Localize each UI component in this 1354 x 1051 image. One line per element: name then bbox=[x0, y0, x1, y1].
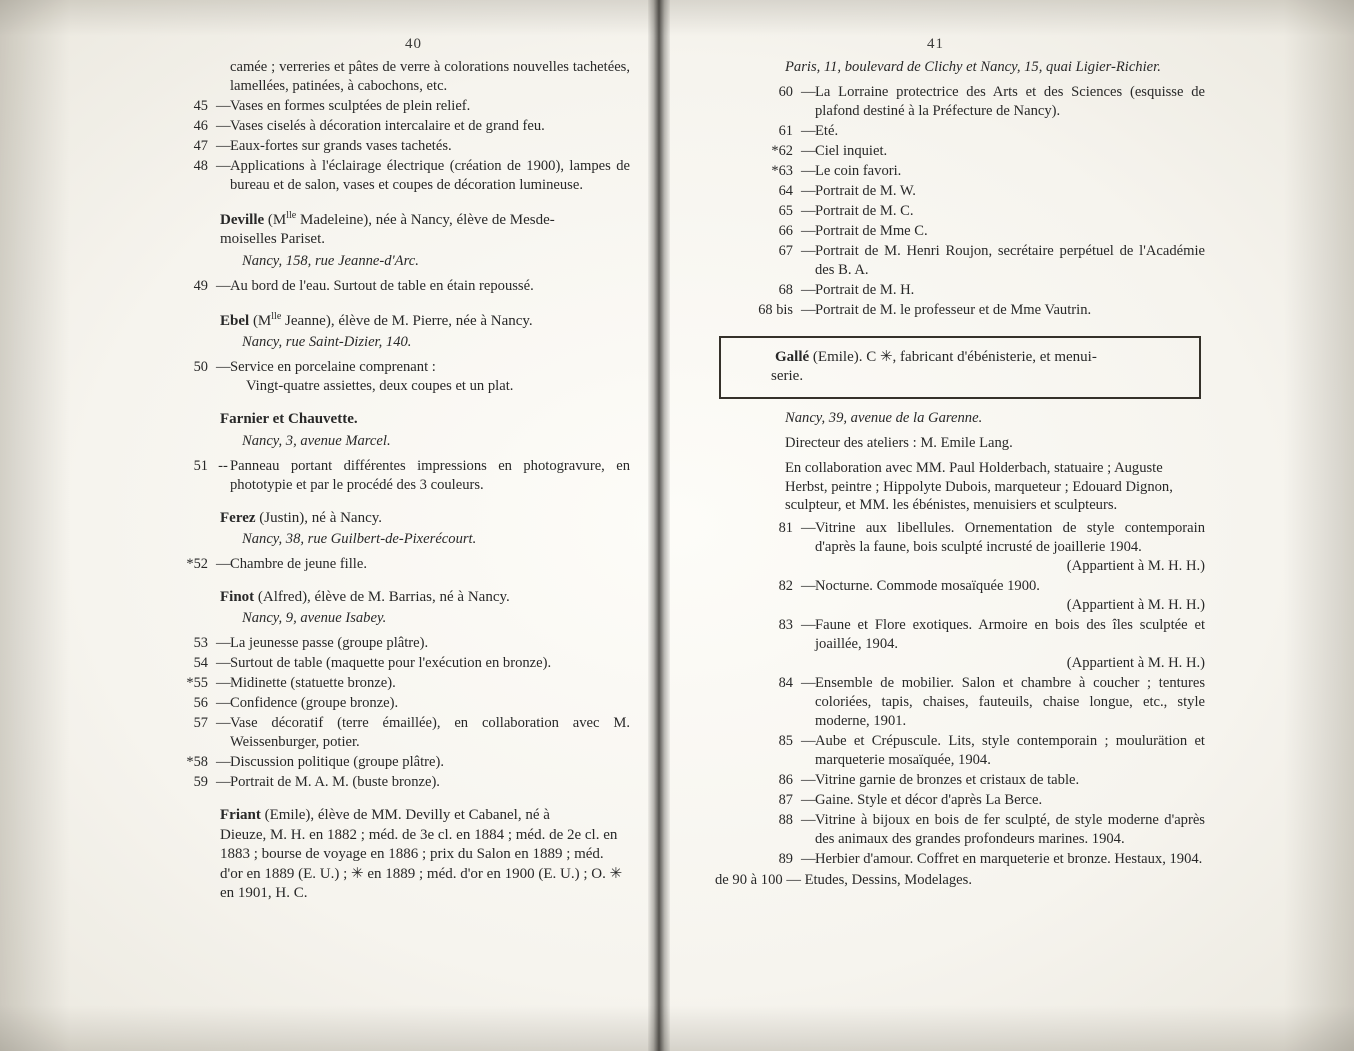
entry-dash: — bbox=[216, 675, 231, 692]
exhibitor-name: Gallé bbox=[775, 348, 810, 365]
entry-dash: — bbox=[801, 182, 816, 199]
catalog-entry bbox=[715, 182, 1205, 201]
exhibitor-address: Nancy, 38, rue Guilbert-de-Pixerécourt. bbox=[242, 531, 477, 548]
entry-text: Surtout de table (maquette pour l'exécution en bronze). bbox=[230, 655, 552, 672]
entry-number: 86 bbox=[778, 772, 793, 789]
entry-dash: — bbox=[801, 792, 816, 808]
book-gutter bbox=[648, 0, 670, 1051]
entry-number: 81 bbox=[778, 520, 793, 537]
catalog-entry bbox=[715, 519, 1205, 576]
catalog-entry bbox=[150, 694, 630, 713]
catalog-entry bbox=[715, 301, 1205, 320]
entry-dash: — bbox=[216, 359, 231, 376]
exhibitor-detail: (M bbox=[264, 211, 287, 228]
entry-text-main: Nocturne. Commode mosaïquée 1900. bbox=[815, 578, 1040, 595]
entry-number: 49 bbox=[193, 277, 208, 294]
catalog-entry bbox=[715, 771, 1205, 790]
exhibitor-address: Nancy, 39, avenue de la Garenne. bbox=[785, 409, 983, 426]
entry-number: 50 bbox=[193, 359, 208, 376]
entry-text: Portrait de M. C. bbox=[815, 202, 914, 219]
catalog-entry bbox=[715, 616, 1205, 673]
exhibitor-name: Farnier et Chauvette. bbox=[220, 411, 358, 428]
catalog-entry bbox=[150, 634, 630, 653]
entry-number: 68 bis bbox=[758, 301, 793, 318]
catalog-entry bbox=[715, 222, 1205, 241]
entry-dash: — bbox=[216, 117, 231, 134]
entry-number: *62 bbox=[771, 142, 793, 159]
catalog-entry bbox=[150, 457, 630, 495]
entry-owner-note: (Appartient à M. H. H.) bbox=[1066, 558, 1205, 575]
entry-number: 61 bbox=[778, 122, 793, 139]
boxed-exhibitor-heading bbox=[719, 336, 1201, 399]
entry-dash: — bbox=[216, 695, 231, 712]
catalog-entry bbox=[715, 83, 1205, 121]
page-number-right: 41 bbox=[927, 36, 944, 52]
entry-number: 59 bbox=[193, 774, 208, 791]
entry-dash: — bbox=[216, 137, 231, 154]
entry-number: *52 bbox=[186, 556, 208, 572]
exhibitor-heading bbox=[150, 509, 630, 529]
entry-dash: — bbox=[216, 754, 231, 771]
catalog-entry bbox=[150, 714, 630, 752]
entry-text: Panneau portant différentes impressions en photogravure, en phototypie et par le procédé des 3 couleurs. bbox=[230, 457, 630, 493]
entry-text-continued: Vingt-quatre assiettes, deux coupes et un plat. bbox=[246, 378, 514, 395]
exhibitor-heading bbox=[150, 588, 630, 608]
entry-number: 56 bbox=[193, 695, 208, 712]
entry-dash: — bbox=[801, 772, 816, 789]
entry-dash: — bbox=[216, 277, 231, 294]
left-page-column bbox=[150, 58, 630, 906]
exhibitor-heading-line2: moiselles Pariset. bbox=[220, 231, 325, 248]
entry-owner-note: (Appartient à M. H. H.) bbox=[1066, 655, 1205, 672]
entry-number: 83 bbox=[778, 617, 793, 634]
entry-text: Confidence (groupe bronze). bbox=[230, 695, 399, 712]
workshop-director-note: Directeur des ateliers : M. Emile Lang. bbox=[785, 434, 1013, 451]
exhibitor-detail-2: Jeanne), élève de M. Pierre, née à Nancy. bbox=[281, 312, 533, 329]
entry-dash: — bbox=[216, 635, 231, 652]
catalog-entry bbox=[715, 811, 1205, 849]
exhibitor-heading bbox=[150, 209, 630, 250]
page-number-left: 40 bbox=[405, 36, 422, 52]
entry-text: Midinette (statuette bronze). bbox=[230, 675, 396, 692]
entry-number: 85 bbox=[778, 733, 793, 750]
entry-text: Eaux-fortes sur grands vases tachetés. bbox=[230, 137, 452, 154]
entry-dash: — bbox=[801, 675, 816, 692]
entry-dash: — bbox=[801, 122, 816, 139]
entry-number: 66 bbox=[778, 222, 793, 239]
entry-text: Le coin favori. bbox=[815, 162, 902, 179]
entry-dash: — bbox=[801, 811, 816, 828]
exhibitor-detail: (Alfred), élève de M. Barrias, né à Nancy. bbox=[254, 588, 510, 605]
entry-number: 88 bbox=[778, 811, 793, 828]
entry-text bbox=[815, 519, 1205, 576]
entry-text: Vitrine à bijoux en bois de fer sculpté, de style moderne d'après des animaux des grandes profondeurs marines. 1904. bbox=[815, 811, 1205, 847]
entry-number: 54 bbox=[193, 655, 208, 672]
catalog-entry bbox=[715, 162, 1205, 181]
boxed-heading-line2: serie. bbox=[771, 368, 804, 385]
entry-dash: — bbox=[801, 520, 816, 537]
exhibitor-heading bbox=[150, 410, 630, 430]
entry-dash: — bbox=[801, 850, 816, 867]
catalog-entry bbox=[715, 202, 1205, 221]
exhibitor-name: Friant bbox=[220, 807, 261, 824]
entry-number: *55 bbox=[186, 675, 208, 692]
catalog-entry bbox=[715, 242, 1205, 280]
exhibitor-superscript: lle bbox=[271, 310, 282, 322]
entry-dash: — bbox=[801, 242, 816, 259]
catalog-entry bbox=[150, 555, 630, 574]
left-page bbox=[150, 0, 630, 1051]
exhibitor-name: Ferez bbox=[220, 509, 256, 526]
exhibitor-address: Nancy, 158, rue Jeanne-d'Arc. bbox=[242, 252, 419, 269]
entry-dash: — bbox=[801, 617, 816, 634]
catalog-entry bbox=[150, 358, 630, 396]
entry-number: 65 bbox=[778, 202, 793, 219]
entry-text: Discussion politique (groupe plâtre). bbox=[230, 754, 444, 771]
entry-text: Ciel inquiet. bbox=[815, 142, 888, 159]
entry-text: Herbier d'amour. Coffret en marqueterie et bronze. Hestaux, 1904. bbox=[815, 850, 1203, 867]
scan-shadow-right bbox=[1284, 0, 1354, 1051]
entry-text: Eté. bbox=[815, 122, 839, 139]
catalog-entry bbox=[715, 281, 1205, 300]
entry-text: Portrait de M. W. bbox=[815, 182, 916, 199]
entry-text: Portrait de M. le professeur et de Mme Vautrin. bbox=[815, 301, 1092, 318]
catalog-entry bbox=[150, 137, 630, 156]
exhibitor-address: Nancy, 3, avenue Marcel. bbox=[242, 432, 391, 449]
catalog-entry bbox=[150, 654, 630, 673]
entry-dash: — bbox=[216, 97, 231, 114]
entry-number: 67 bbox=[778, 242, 793, 259]
catalog-entry bbox=[715, 122, 1205, 141]
entry-text-main: Faune et Flore exotiques. Armoire en bois des îles sculptée et joaillée, 1904. bbox=[815, 617, 1205, 653]
entry-number: *58 bbox=[186, 754, 208, 771]
entry-dash: — bbox=[801, 142, 816, 159]
entry-text: Ensemble de mobilier. Salon et chambre à coucher ; tentures coloriées, tapis, chaises, fauteuils, chaise longue, etc., style moderne, 1901. bbox=[815, 675, 1205, 730]
entry-number: 46 bbox=[193, 117, 208, 134]
entry-text: Gaine. Style et décor d'après La Berce. bbox=[815, 792, 1043, 808]
entry-number: 51 bbox=[193, 457, 208, 474]
exhibitor-name: Finot bbox=[220, 588, 255, 605]
entry-dash: — bbox=[216, 157, 231, 174]
entry-dash: — bbox=[801, 578, 816, 595]
entry-number: 68 bbox=[778, 281, 793, 298]
entry-dash: — bbox=[801, 222, 816, 239]
entry-range-note: de 90 à 100 — Etudes, Dessins, Modelages. bbox=[715, 871, 972, 888]
entry-dash: -- bbox=[218, 457, 228, 474]
entry-dash: — bbox=[801, 83, 816, 100]
entry-number: 82 bbox=[778, 578, 793, 595]
catalog-entry bbox=[150, 773, 630, 792]
entry-text: Portrait de M. A. M. (buste bronze). bbox=[230, 774, 440, 791]
entry-number: 53 bbox=[193, 635, 208, 652]
exhibitor-heading-line2: Dieuze, M. H. en 1882 ; méd. de 3e cl. en 1884 ; méd. de 2e cl. en 1883 ; bourse de voyage en 1886 ; prix du Salon en 1889 ; méd. d'or en 1889 (E. U.) ; ✳ en 1889 ; méd. d'or en 1900 (E. U.) ; O. ✳ en 1901, H. C. bbox=[220, 826, 623, 902]
entry-text: Portrait de M. Henri Roujon, secrétaire perpétuel de l'Académie des B. A. bbox=[815, 242, 1205, 278]
entry-number: 84 bbox=[778, 675, 793, 692]
exhibitor-detail: (Justin), né à Nancy. bbox=[255, 509, 383, 526]
entry-text bbox=[815, 577, 1205, 615]
entry-number: 48 bbox=[193, 157, 208, 174]
entry-number: 57 bbox=[193, 715, 208, 732]
entry-text bbox=[815, 616, 1205, 673]
exhibitor-heading bbox=[150, 806, 630, 904]
entry-dash: — bbox=[216, 556, 231, 572]
entry-number: 87 bbox=[778, 792, 793, 808]
catalog-entry bbox=[150, 674, 630, 693]
entry-dash: — bbox=[801, 202, 816, 219]
exhibitor-detail: (Emile). C ✳, fabricant d'ébénisterie, et menui- bbox=[809, 348, 1097, 365]
catalog-entry bbox=[715, 142, 1205, 161]
scan-shadow-left bbox=[0, 0, 70, 1051]
entry-text: Portrait de Mme C. bbox=[815, 222, 928, 239]
catalog-entry bbox=[715, 577, 1205, 615]
exhibitor-address-continued: Paris, 11, boulevard de Clichy et Nancy, 15, quai Ligier-Richier. bbox=[785, 59, 1161, 75]
entry-number: 45 bbox=[193, 97, 208, 114]
entry-text: Portrait de M. H. bbox=[815, 281, 915, 298]
exhibitor-superscript: lle bbox=[286, 209, 297, 221]
entry-text: Vitrine garnie de bronzes et cristaux de table. bbox=[815, 772, 1080, 789]
catalog-entry bbox=[715, 674, 1205, 731]
exhibitor-detail: (Emile), élève de MM. Devilly et Cabanel, né à bbox=[260, 807, 550, 824]
entry-dash: — bbox=[216, 715, 231, 732]
entry-text: Aube et Crépuscule. Lits, style contemporain ; moulurätion et marqueterie mosaïquée, 1904. bbox=[815, 733, 1205, 769]
entry-number: 47 bbox=[193, 137, 208, 154]
right-page-column bbox=[715, 58, 1205, 890]
entry-text: Vase décoratif (terre émaillée), en collaboration avec M. Weissenburger, potier. bbox=[230, 715, 630, 751]
entry-text: La jeunesse passe (groupe plâtre). bbox=[230, 635, 429, 652]
entry-dash: — bbox=[801, 733, 816, 750]
catalog-entry bbox=[715, 850, 1205, 869]
entry-dash: — bbox=[216, 774, 231, 791]
continuation-paragraph: camée ; verreries et pâtes de verre à colorations nouvelles tachetées, lamellées, patinées, à cabochons, etc. bbox=[230, 59, 630, 94]
entry-number: 64 bbox=[778, 182, 793, 199]
exhibitor-detail-2: Madeleine), née à Nancy, élève de Mesde- bbox=[296, 211, 555, 228]
entry-text: Vases en formes sculptées de plein relief. bbox=[230, 97, 471, 114]
catalog-entry bbox=[150, 753, 630, 772]
collaborators-note: En collaboration avec MM. Paul Holderbach, statuaire ; Auguste Herbst, peintre ; Hippolyte Dubois, marqueteur ; Edouard Dignon, sculpteur, et MM. les ébénistes, menuisiers et sculpteurs. bbox=[785, 459, 1173, 514]
entry-text bbox=[230, 358, 630, 396]
catalog-entry bbox=[150, 277, 630, 296]
entry-text: Au bord de l'eau. Surtout de table en étain repoussé. bbox=[230, 277, 534, 294]
entry-text: Chambre de jeune fille. bbox=[230, 556, 367, 572]
catalog-entry bbox=[715, 791, 1205, 810]
entry-dash: — bbox=[801, 301, 816, 318]
entry-dash: — bbox=[801, 162, 816, 179]
entry-text-main: Service en porcelaine comprenant : bbox=[230, 359, 436, 376]
catalog-entry bbox=[150, 157, 630, 195]
right-page bbox=[715, 0, 1205, 1051]
entry-text: La Lorraine protectrice des Arts et des Sciences (esquisse de plafond destiné à la Préfecture de Nancy). bbox=[815, 83, 1205, 119]
entry-dash: — bbox=[216, 655, 231, 672]
catalog-entry bbox=[715, 732, 1205, 770]
entry-text: Applications à l'éclairage électrique (création de 1900), lampes de bureau et de salon, vases et coupes de décoration lumineuse. bbox=[230, 157, 630, 193]
entry-dash: — bbox=[801, 281, 816, 298]
exhibitor-address: Nancy, rue Saint-Dizier, 140. bbox=[242, 334, 412, 351]
catalog-entry bbox=[150, 97, 630, 116]
entry-owner-note: (Appartient à M. H. H.) bbox=[1066, 597, 1205, 614]
exhibitor-heading bbox=[150, 310, 630, 332]
exhibitor-detail: (M bbox=[249, 312, 272, 329]
exhibitor-address: Nancy, 9, avenue Isabey. bbox=[242, 610, 387, 627]
exhibitor-name: Ebel bbox=[220, 312, 250, 329]
entry-number: 89 bbox=[778, 850, 793, 867]
entry-number: *63 bbox=[771, 162, 793, 179]
exhibitor-name: Deville bbox=[220, 211, 265, 228]
entry-number: 60 bbox=[778, 83, 793, 100]
catalog-entry bbox=[150, 117, 630, 136]
entry-text: Vases ciselés à décoration intercalaire et de grand feu. bbox=[230, 117, 545, 134]
entry-text-main: Vitrine aux libellules. Ornementation de style contemporain d'après la faune, bois sculpté incrusté de joaillerie 1904. bbox=[815, 520, 1205, 556]
